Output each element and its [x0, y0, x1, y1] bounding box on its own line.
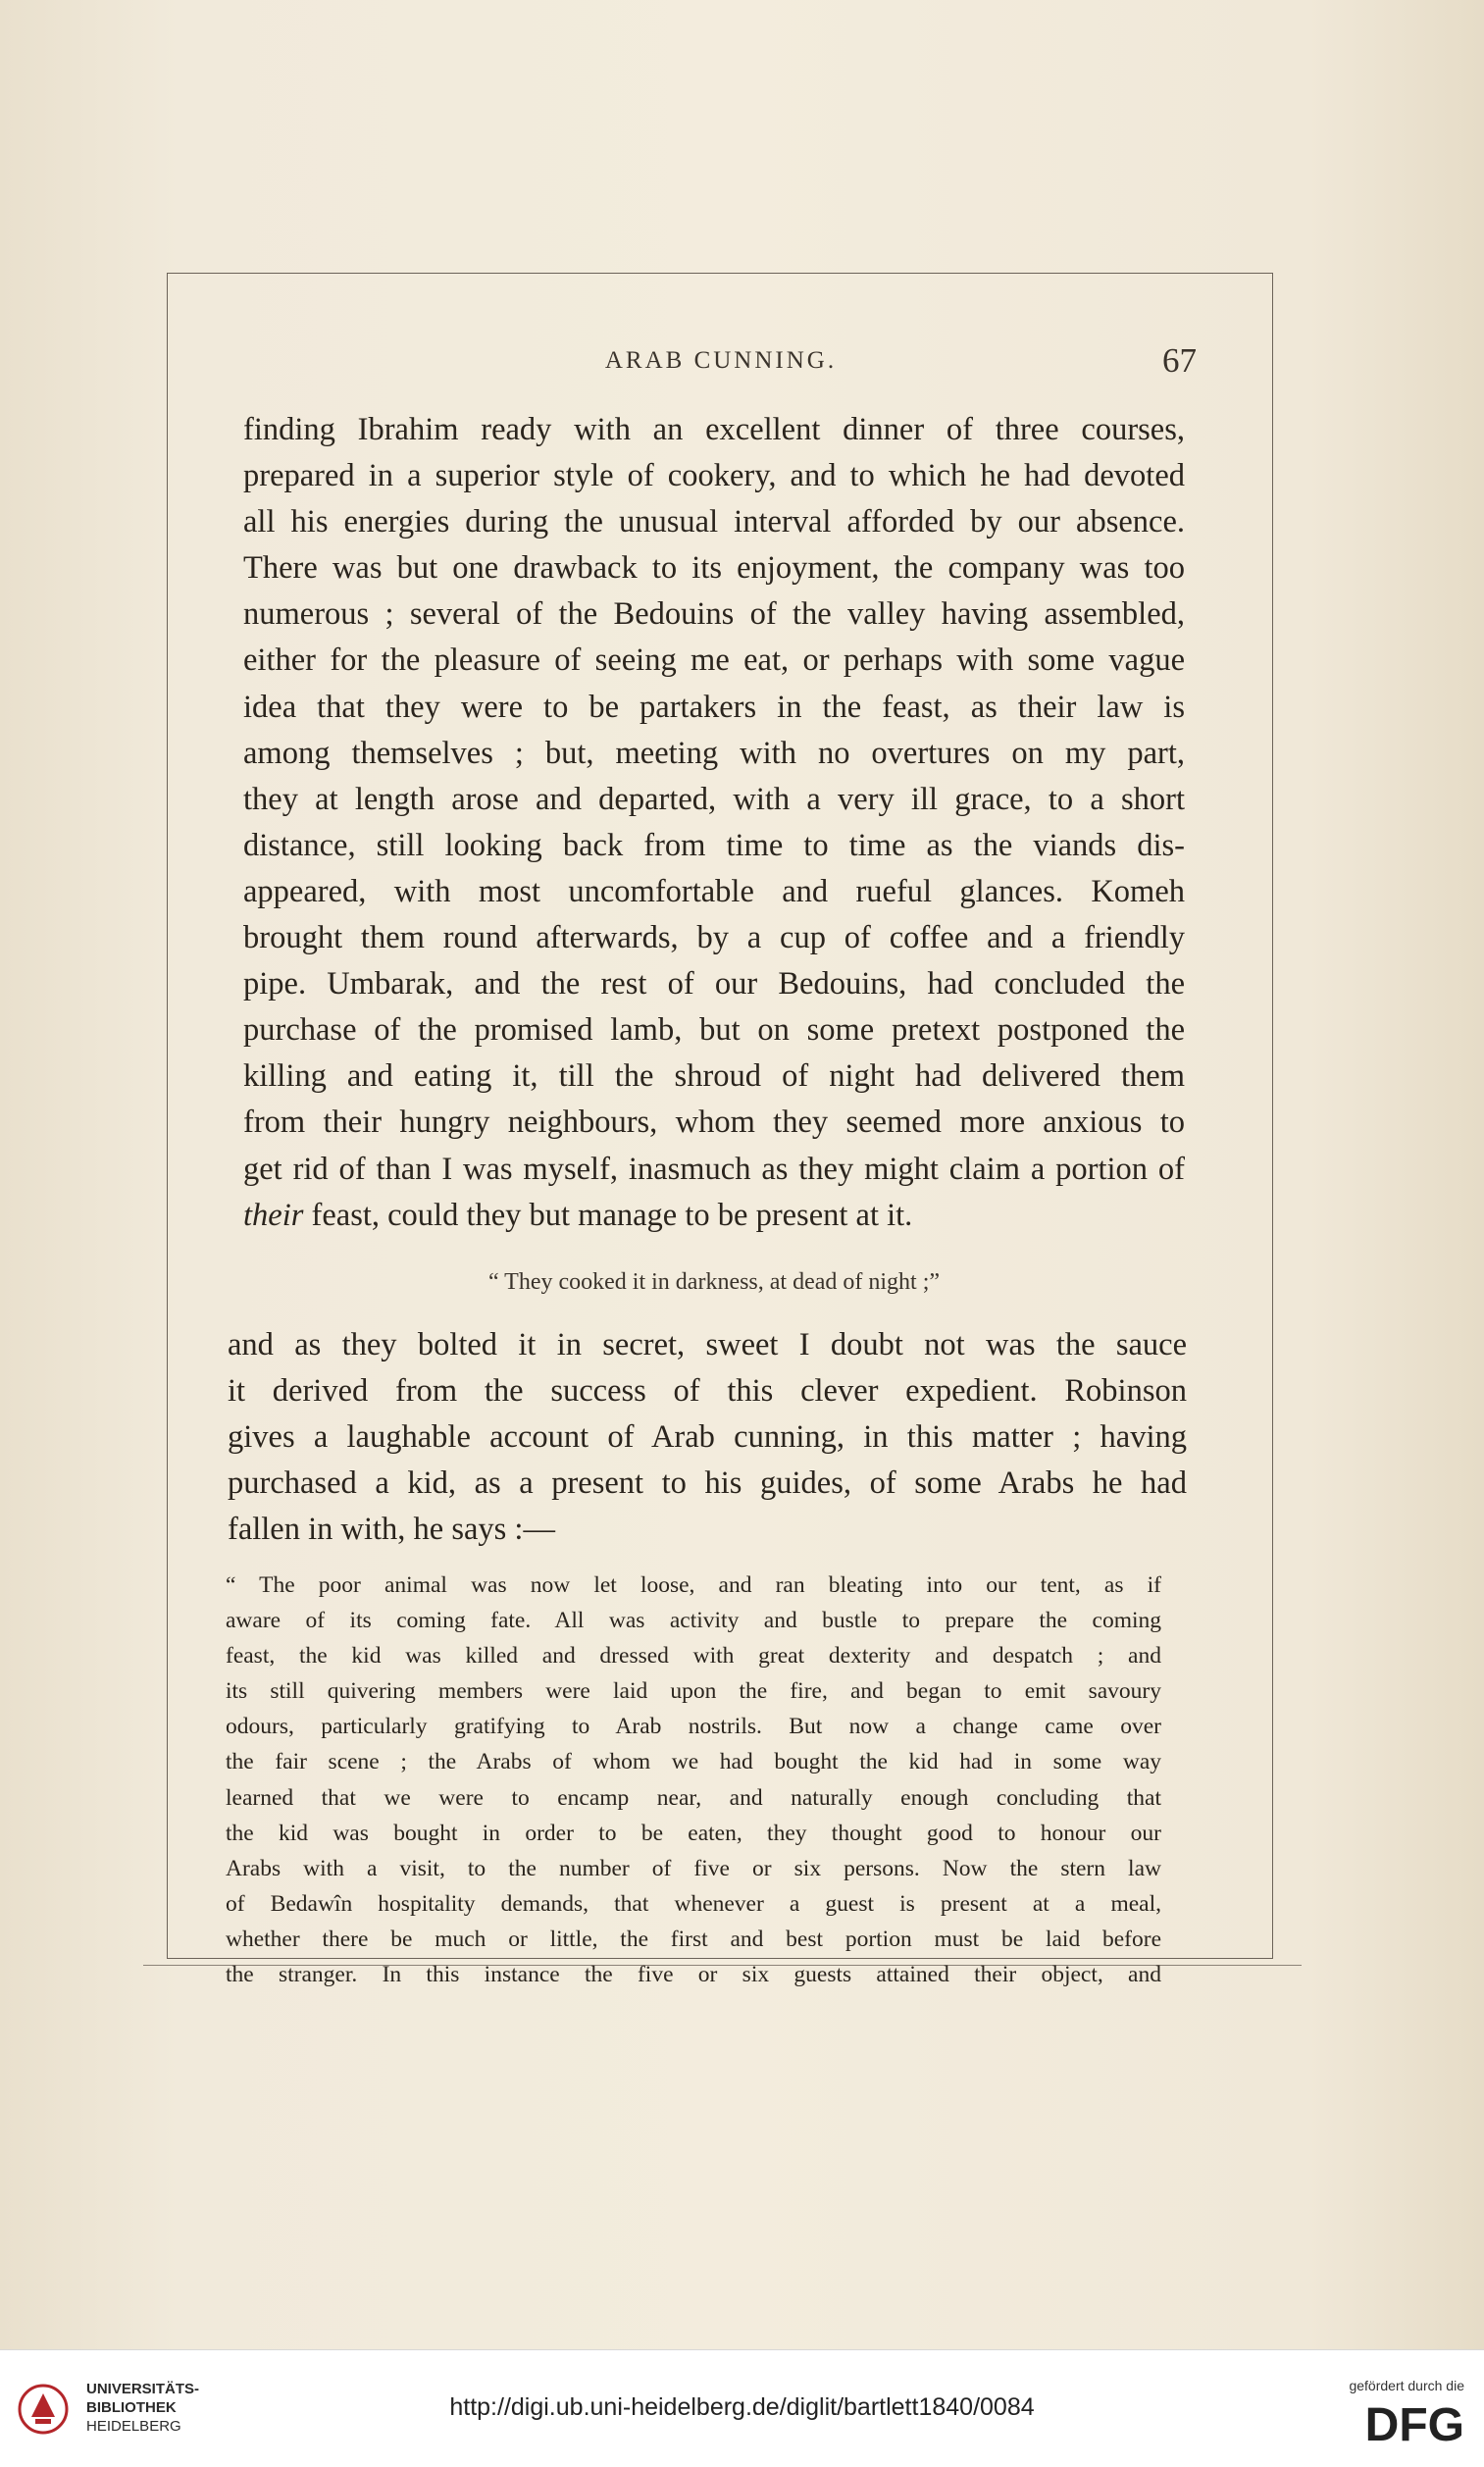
text-line: killing and eating it, till the shroud of night had delivered them	[243, 1058, 1185, 1095]
text-line: prepared in a superior style of cookery, and to which he had devoted	[243, 458, 1185, 494]
text-line: and as they bolted it in secret, sweet I doubt not was the sauce	[228, 1327, 1187, 1362]
quote-line: feast, the kid was killed and dressed with great dexterity and despatch ; and	[226, 1643, 1161, 1670]
text-line: they at length arose and departed, with a very ill grace, to a short	[243, 781, 1185, 817]
quote-line: the stranger. In this instance the five or six guests attained their object, and	[226, 1962, 1161, 1988]
text-line: distance, still looking back from time to time as the viands dis-	[243, 827, 1185, 863]
text-line: get rid of than I was myself, inasmuch as they might claim a portion of	[243, 1151, 1185, 1187]
italic-word: their	[243, 1197, 304, 1233]
text-line: purchase of the promised lamb, but on some pretext postponed the	[243, 1012, 1185, 1049]
institution-line-1: UNIVERSITÄTS-	[86, 2381, 200, 2397]
text-line: all his energies during the unusual interval afforded by our absence.	[243, 504, 1185, 540]
text-line: either for the pleasure of seeing me eat, or perhaps with some vague	[243, 642, 1185, 679]
quote-line: aware of its coming fate. All was activity and bustle to prepare the coming	[226, 1608, 1161, 1634]
paragraph-1	[243, 407, 1185, 1239]
quote-line: whether there be much or little, the first and best portion must be laid before	[226, 1926, 1161, 1952]
funding-text: gefördert durch die	[1349, 2378, 1464, 2393]
quote-line: Arabs with a visit, to the number of five or six persons. Now the stern law	[226, 1855, 1161, 1881]
block-quote	[226, 1568, 1161, 1992]
text-line: idea that they were to be partakers in the feast, as their law is	[243, 689, 1185, 725]
text-line: gives a laughable account of Arab cunning, in this matter ; having	[228, 1419, 1187, 1456]
text-line: from their hungry neighbours, whom they seemed more anxious to	[243, 1105, 1185, 1141]
text-line: appeared, with most uncomfortable and rueful glances. Komeh	[243, 873, 1185, 909]
dfg-logo-icon	[1332, 2399, 1464, 2451]
text-line-last	[243, 1193, 1185, 1239]
page-number: 67	[1162, 341, 1197, 380]
running-head	[245, 341, 1197, 385]
text-line: purchased a kid, as a present to his guides, of some Arabs he had	[228, 1465, 1187, 1502]
quote-line: the fair scene ; the Arabs of whom we had bought the kid had in some way	[226, 1749, 1161, 1775]
running-head-title: ARAB CUNNING.	[604, 347, 838, 374]
institution-line-3: HEIDELBERG	[86, 2418, 181, 2435]
text-line: numerous ; several of the Bedouins of the valley having assembled,	[243, 596, 1185, 633]
quote-line: its still quivering members were laid upon the fire, and began to emit savoury	[226, 1678, 1161, 1705]
text-line: finding Ibrahim ready with an excellent dinner of three courses,	[243, 412, 1185, 447]
institution-line-2: BIBLIOTHEK	[86, 2399, 177, 2416]
quote-line: of Bedawîn hospitality demands, that whenever a guest is present at a meal,	[226, 1890, 1161, 1917]
text-line: brought them round afterwards, by a cup of coffee and a friendly	[243, 920, 1185, 956]
footer-bar	[0, 2349, 1484, 2467]
dfg-logo-svg	[1332, 2399, 1464, 2446]
source-url-link[interactable]: http://digi.ub.uni-heidelberg.de/diglit/bartlett1840/0084	[449, 2393, 1035, 2421]
quote-line: the kid was bought in order to be eaten, they thought good to honour our	[226, 1820, 1161, 1846]
quote-line: learned that we were to encamp near, and naturally enough concluding that	[226, 1784, 1161, 1811]
quote-line: “ The poor animal was now let loose, and ran bleating into our tent, as if	[226, 1572, 1161, 1598]
text-span: feast, could they but manage to be present at it.	[303, 1197, 913, 1233]
text-line: pipe. Umbarak, and the rest of our Bedouins, had concluded the	[243, 966, 1185, 1002]
paragraph-2	[228, 1322, 1187, 1553]
text-line: it derived from the success of this clever expedient. Robinson	[228, 1373, 1187, 1410]
text-line: fallen in with, he says :—	[228, 1512, 555, 1548]
dfg-logo-text: DFG	[1364, 2399, 1464, 2446]
text-line: There was but one drawback to its enjoyment, the company was too	[243, 550, 1185, 587]
quote-line: odours, particularly gratifying to Arab nostrils. But now a change came over	[226, 1714, 1161, 1740]
text-line: among themselves ; but, meeting with no overtures on my part,	[243, 735, 1185, 771]
funding-credit	[1317, 2378, 1464, 2446]
verse-quote: “ They cooked it in darkness, at dead of night ;”	[487, 1269, 941, 1295]
